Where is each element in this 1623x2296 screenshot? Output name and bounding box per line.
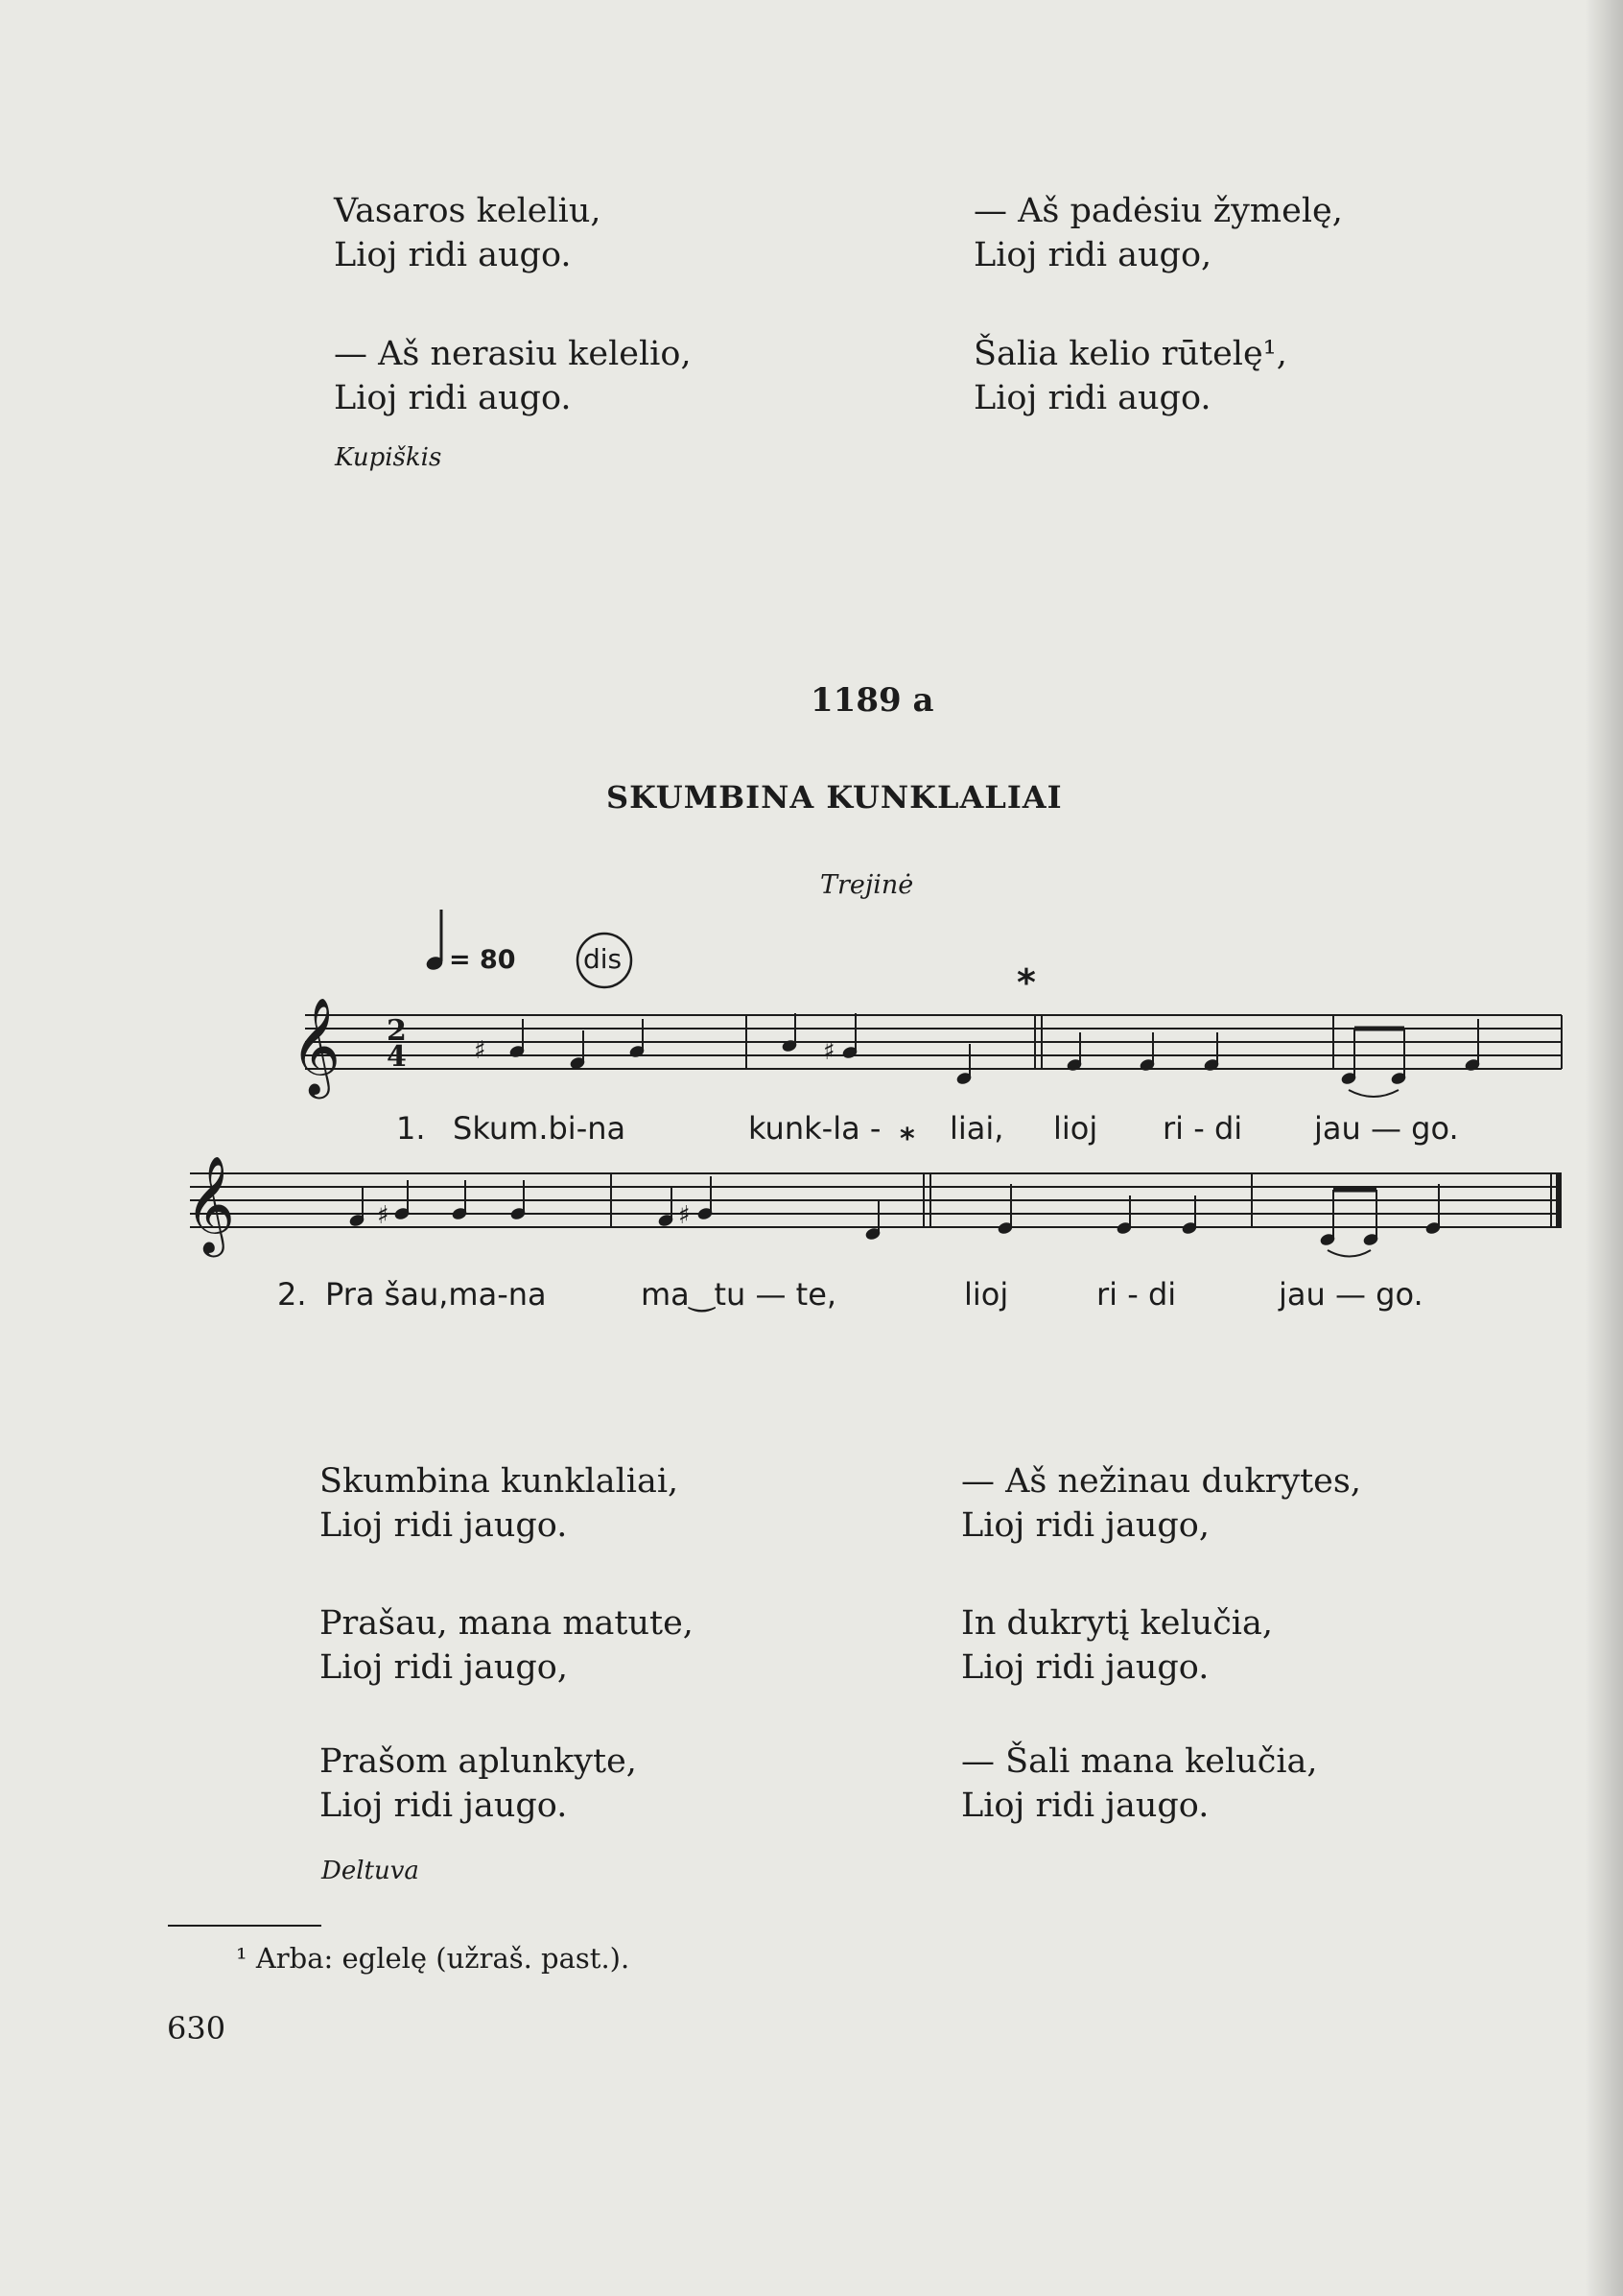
- verse-line: In dukrytį kelučia,: [961, 1604, 1273, 1643]
- verse-line: Prašom aplunkyte,: [319, 1742, 637, 1781]
- sharp-sign: ♯: [823, 1037, 835, 1066]
- bottom-stanza-right-3: [961, 1740, 1318, 1828]
- bottom-stanza-left-2: [319, 1601, 694, 1690]
- lyric-syllable: ri - di: [1096, 1276, 1177, 1313]
- lyric-syllable: liai,: [950, 1110, 1004, 1147]
- verse-line: Lioj ridi jaugo,: [319, 1648, 568, 1687]
- verse-line: Vasaros keleliu,: [334, 192, 601, 230]
- verse-line: Lioj ridi jaugo.: [319, 1787, 568, 1825]
- key-mark: dis: [583, 943, 623, 975]
- verse-line: Lioj ridi augo.: [334, 236, 572, 274]
- sharp-sign: ♯: [474, 1036, 486, 1065]
- song-number: 1189 a: [811, 681, 934, 720]
- verse-line: Lioj ridi jaugo.: [961, 1787, 1210, 1825]
- verse-line: — Aš nerasiu kelelio,: [334, 335, 692, 373]
- bottom-stanza-right-2: [961, 1601, 1273, 1690]
- verse-line: — Aš padėsiu žymelę,: [974, 192, 1343, 230]
- verse-line: Lioj ridi augo.: [334, 379, 572, 417]
- footnote: ¹ Arba: eglelę (užraš. past.).: [236, 1942, 630, 1975]
- treble-clef-1: 𝄞: [291, 996, 341, 1095]
- footnote-rule: [168, 1925, 321, 1927]
- verse-line: — Aš nežinau dukrytes,: [961, 1462, 1361, 1501]
- lyric-num-2: 2.: [277, 1276, 307, 1313]
- song-title: SKUMBINA KUNKLALIAI: [606, 779, 1063, 816]
- lyric-syllable: lioj: [964, 1276, 1009, 1313]
- verse-line: Šalia kelio rūtelę¹,: [974, 335, 1287, 373]
- verse-line: — Šali mana kelučia,: [961, 1742, 1318, 1781]
- lyric-syllable: lioj: [1053, 1110, 1098, 1147]
- staff-2-notes: [349, 1176, 1442, 1257]
- sharp-sign: ♯: [678, 1201, 691, 1230]
- time-signature-bottom: 4: [387, 1040, 407, 1074]
- lyric-syllable: ma‿tu — te,: [641, 1276, 837, 1313]
- verse-line: Lioj ridi jaugo,: [961, 1506, 1210, 1545]
- lyric-syllable: Pra šau,ma-na: [325, 1276, 547, 1313]
- bottom-stanza-left-3: [319, 1740, 637, 1828]
- place-name-top: Kupiškis: [335, 443, 442, 472]
- verse-line: Lioj ridi jaugo.: [319, 1506, 568, 1545]
- verse-line: Prašau, mana matute,: [319, 1604, 694, 1643]
- asterisk-mark-lyric: *: [900, 1123, 915, 1156]
- verse-line: Lioj ridi augo.: [974, 379, 1211, 417]
- page-number: 630: [167, 2010, 226, 2047]
- lyric-syllable: ri - di: [1163, 1110, 1243, 1147]
- verse-line: Lioj ridi jaugo.: [961, 1648, 1210, 1687]
- staff-2: [190, 1173, 1562, 1227]
- lyric-syllable: jau — go.: [1314, 1110, 1459, 1147]
- time-signature-top: 2: [387, 1014, 407, 1048]
- lyric-syllable: Skum.bi-na: [453, 1110, 626, 1147]
- tempo-value: = 80: [449, 945, 516, 975]
- asterisk-mark: *: [1017, 961, 1036, 1004]
- staff-1: [305, 1015, 1562, 1069]
- treble-clef-2: 𝄞: [185, 1154, 236, 1253]
- lyric-syllable: kunk-la -: [748, 1110, 882, 1147]
- lyric-num-1: 1.: [396, 1110, 426, 1147]
- verse-line: Lioj ridi augo,: [974, 236, 1212, 274]
- bottom-stanza-left-1: [319, 1459, 678, 1548]
- verse-line: Skumbina kunklaliai,: [319, 1462, 679, 1501]
- meter-label: Trejinė: [820, 870, 914, 900]
- lyric-syllable: jau — go.: [1279, 1276, 1423, 1313]
- bottom-stanza-right-1: [961, 1459, 1361, 1548]
- place-name-bottom: Deltuva: [321, 1857, 419, 1885]
- sharp-sign: ♯: [377, 1201, 389, 1230]
